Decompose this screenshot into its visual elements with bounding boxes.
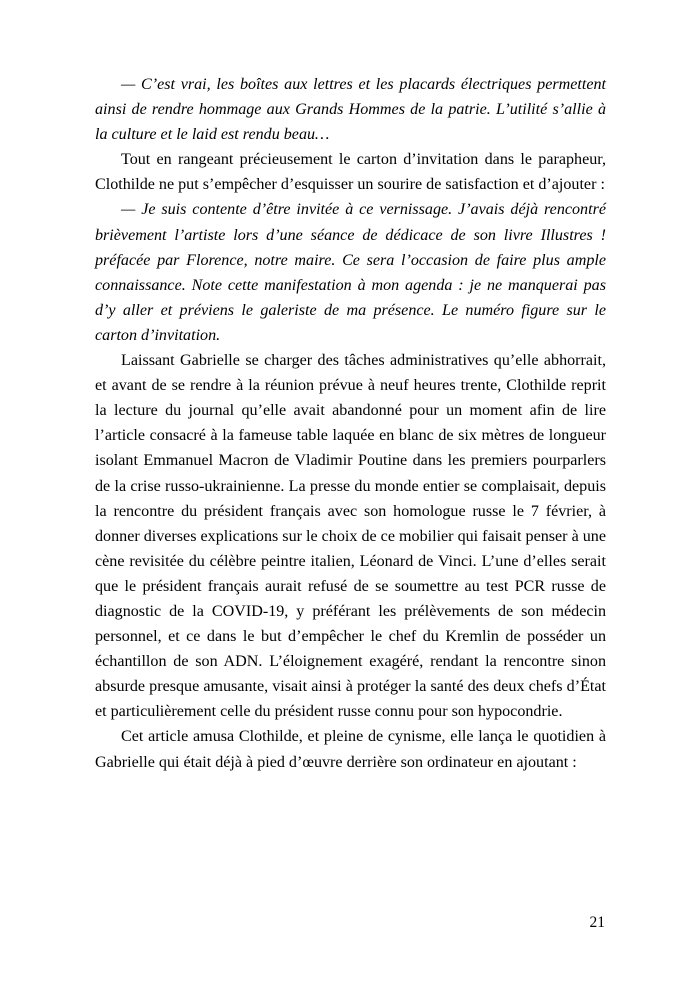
text-column — [95, 72, 606, 775]
paragraph-cet-article: Cet article amusa Clothilde, et pleine de cynisme, elle lança le quotidien à Gabrielle qui était déjà à pied d’œuvre derrière son ordinateur en ajoutant : — [95, 728, 606, 771]
paragraph-dialogue-electriques: — C’est vrai, les boîtes aux lettres et les placards électriques permettent ainsi de rendre hommage aux Grands Hommes de la patrie. L’utilité s’allie à la culture et le laid est rendu beau… — [95, 76, 606, 144]
paragraph-laissant-gabrielle: Laissant Gabrielle se charger des tâches administratives qu’elle abhorrait, et avant de se rendre à la réunion prévue à neuf heures trente, Clothilde reprit la lecture du journal qu’elle avait abandonné pour un moment afin de lire l’article consacré à la fameuse table laquée en blanc de six mètres de longueur isolant Emmanuel Macron de Vladimir Poutine dans les premiers pourparlers de la crise russo-ukrainienne. La presse du monde entier se complaisait, depuis la rencontre du président français avec son homologue russe le 7 février, à donner diverses explications sur le choix de ce mobilier qui faisait penser à une cène revisitée du célèbre peintre italien, Léonard de Vinci. L’une d’elles serait que le président français aurait refusé de se soumettre au test PCR russe de diagnostic de la COVID-19, y préférant les prélèvements de son médecin personnel, et ce dans le but d’empêcher le chef du Kremlin de posséder un échantillon de son ADN. L’éloignement exagéré, rendant la rencontre sinon absurde presque amusante, visait ainsi à protéger la santé des deux chefs d’État et particulièrement celle du président russe connu pour son hypocondrie. — [95, 352, 606, 721]
paragraph-rangeant-carton: Tout en rangeant précieusement le carton d’invitation dans le parapheur, Clothilde ne put s’empêcher d’esquisser un sourire de satisfaction et d’ajouter : — [95, 151, 606, 194]
paragraph-dialogue-vernissage: — Je suis contente d’être invitée à ce vernissage. J’avais déjà rencontré brièvement l’artiste lors d’une séance de dédicace de son livre Illustres ! préfacée par Florence, notre maire. Ce sera l’occasion de faire plus ample connaissance. Note cette manifestation à mon agenda : je ne manquerai pas d’y aller et préviens le galeriste de ma présence. Le numéro figure sur le carton d’invitation. — [95, 201, 606, 344]
page-number: 21 — [589, 914, 605, 931]
